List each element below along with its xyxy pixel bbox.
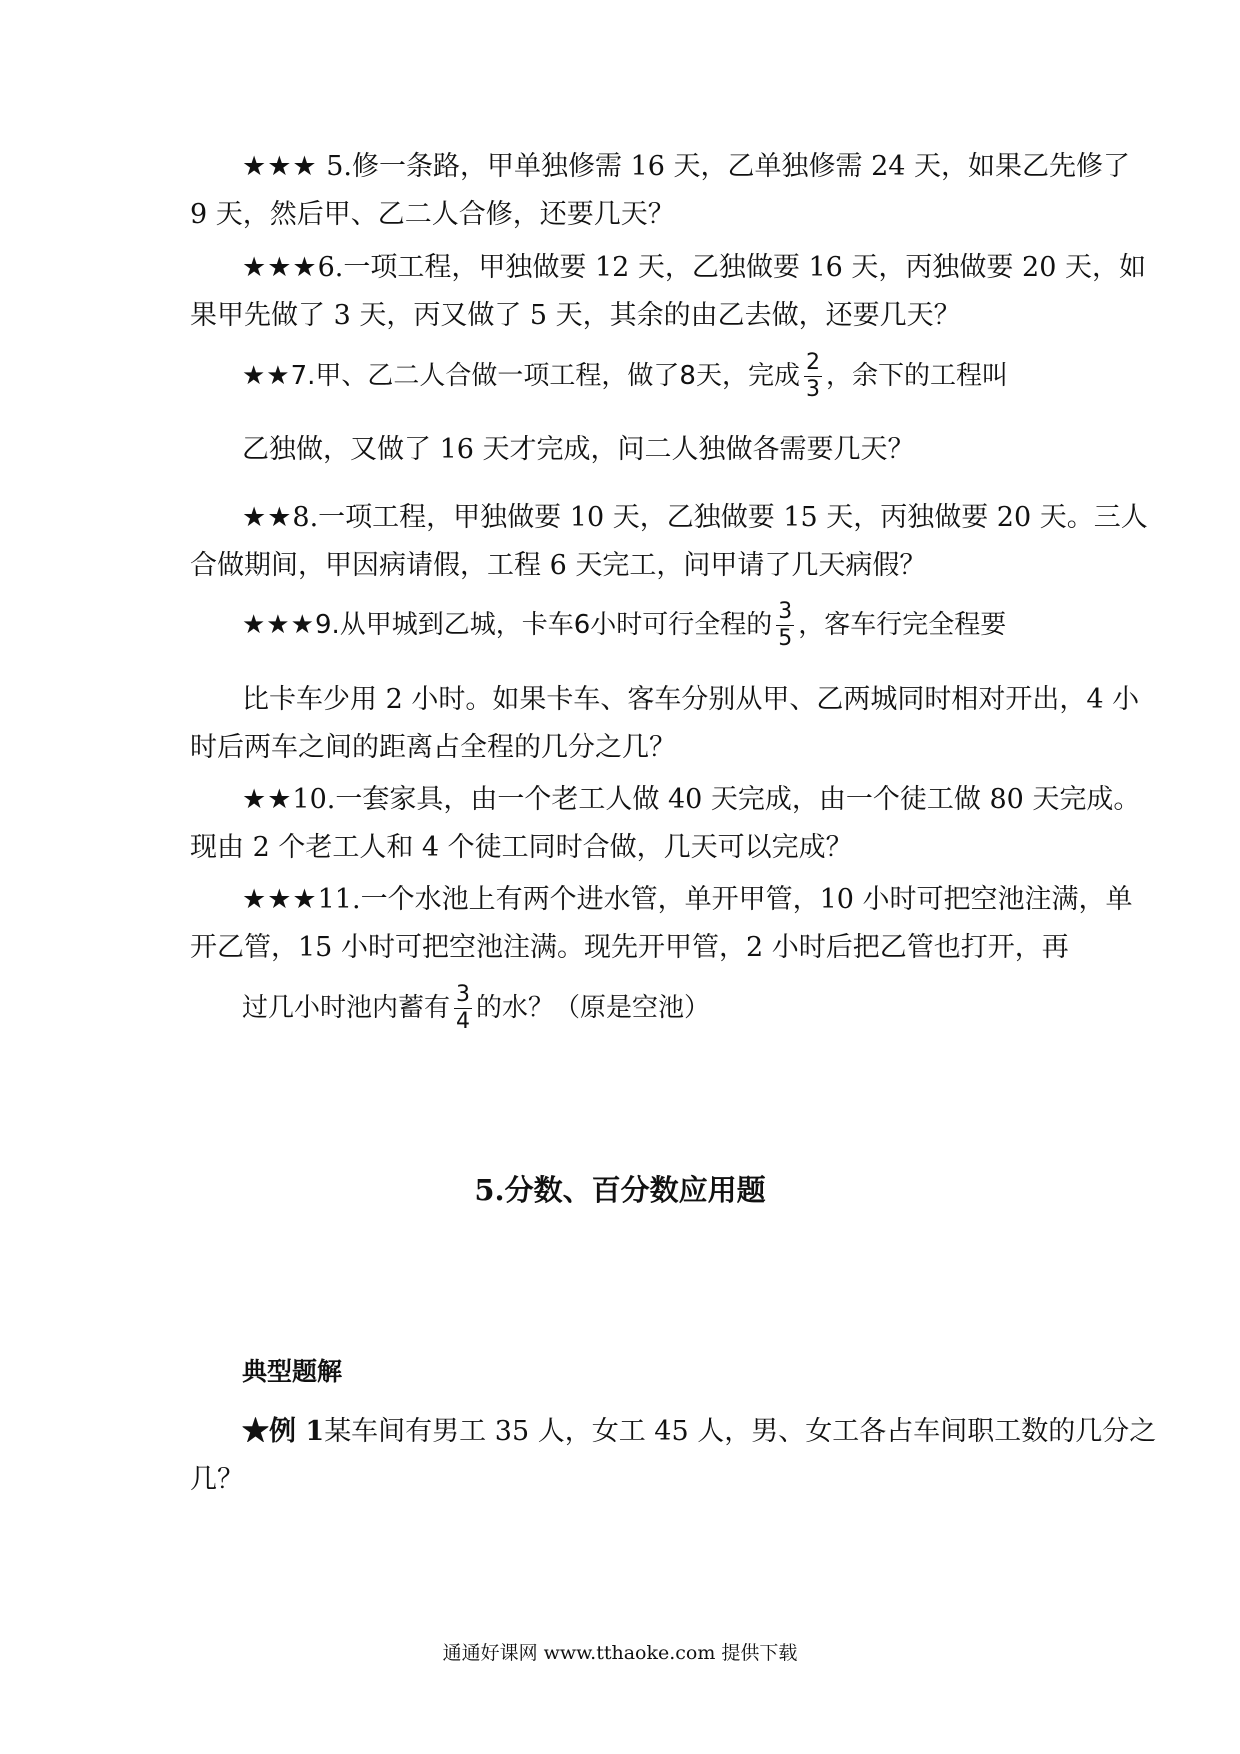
fraction-denominator: 4 (456, 1008, 471, 1034)
problem-10-text-1: 10.一套家具，由一个老工人做 40 天完成，由一个徒工做 80 天完成。 (292, 784, 1141, 815)
problem-10-line-2: 现由 2 个老工人和 4 个徒工同时合做，几天可以完成？ (190, 832, 853, 863)
difficulty-stars: ★★ (242, 502, 293, 533)
fraction (804, 349, 822, 402)
problem-11-line-3 (242, 980, 710, 1036)
example-1-line-2: 几？ (190, 1464, 244, 1495)
fraction-denominator: 3 (805, 376, 820, 402)
problem-6-line-1 (242, 251, 1146, 285)
problem-5-text-1: 5.修一条路，甲单独修需 16 天，乙单独修需 24 天，如果乙先修了 (317, 151, 1131, 182)
problem-10-line-1 (242, 783, 1140, 817)
problem-11-text-before: 过几小时池内蓄有 (242, 993, 451, 1023)
example-1-text-1: 某车间有男工 35 人，女工 45 人，男、女工各占车间职工数的几分之 (324, 1416, 1157, 1447)
difficulty-stars: ★★★ (242, 884, 318, 915)
problem-9-text-before: 9.从甲城到乙城，卡车6小时可行全程的 (314, 610, 773, 640)
difficulty-stars: ★★★ (242, 610, 315, 640)
problem-8-text-1: 8.一项工程，甲独做要 10 天，乙独做要 15 天，丙独做要 20 天。三人 (292, 502, 1148, 533)
problem-9-text-after: ，客车行完全程要 (798, 610, 1007, 640)
problem-8-line-2: 合做期间，甲因病请假，工程 6 天完工，问甲请了几天病假？ (190, 550, 927, 581)
problem-5-line-2: 9 天，然后甲、乙二人合修，还要几天？ (190, 199, 675, 230)
problem-9-line-2: 比卡车少用 2 小时。如果卡车、客车分别从甲、乙两城同时相对开出，4 小 (242, 684, 1140, 715)
problem-9-line-3: 时后两车之间的距离占全程的几分之几？ (190, 732, 676, 763)
example-1-label: ★例 1 (242, 1416, 325, 1447)
problem-11-text-1: 11.一个水池上有两个进水管，单开甲管，10 小时可把空池注满，单 (317, 884, 1133, 915)
fraction (454, 981, 472, 1034)
fraction-denominator: 5 (778, 625, 793, 651)
difficulty-stars: ★★ (242, 784, 293, 815)
problem-11-text-after: 的水？（原是空池） (476, 993, 711, 1023)
subheading: 典型题解 (242, 1357, 343, 1386)
section-title: 5.分数、百分数应用题 (474, 1173, 766, 1207)
fraction-numerator: 3 (778, 598, 793, 624)
problem-11-line-1 (242, 883, 1133, 917)
problem-5-line-1 (242, 150, 1130, 184)
problem-7-text-after: ，余下的工程叫 (825, 361, 1008, 391)
problem-6-text-1: 6.一项工程，甲独做要 12 天，乙独做要 16 天，丙独做要 20 天，如 (317, 252, 1146, 283)
problem-7-text-before: 7.甲、乙二人合做一项工程，做了8天，完成 (290, 361, 800, 391)
fraction (776, 598, 794, 651)
fraction-numerator: 3 (456, 981, 471, 1007)
problem-8-line-1 (242, 501, 1148, 535)
problem-9-line-1 (242, 597, 1006, 653)
difficulty-stars: ★★★ (242, 252, 318, 283)
problem-7-line-1 (242, 348, 1008, 404)
example-1-line-1 (242, 1415, 1156, 1449)
footer-credit: 通通好课网 www.tthaoke.com 提供下载 (442, 1642, 798, 1664)
problem-7-line-2: 乙独做，又做了 16 天才完成，问二人独做各需要几天？ (242, 434, 915, 465)
fraction-numerator: 2 (805, 349, 820, 375)
problem-11-line-2: 开乙管，15 小时可把空池注满。现先开甲管，2 小时后把乙管也打开，再 (190, 932, 1069, 963)
problem-6-line-2: 果甲先做了 3 天，丙又做了 5 天，其余的由乙去做，还要几天？ (190, 300, 961, 331)
difficulty-stars: ★★ (242, 361, 291, 391)
difficulty-stars: ★★★ (242, 151, 318, 182)
